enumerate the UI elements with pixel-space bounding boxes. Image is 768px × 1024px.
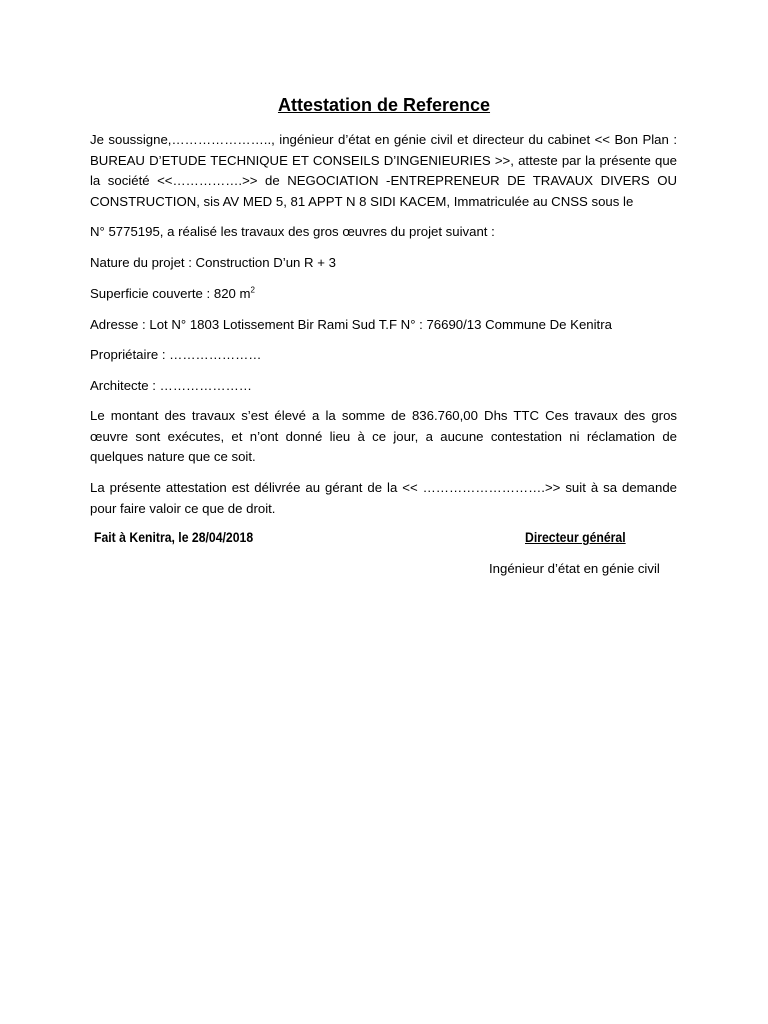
owner-line: Propriétaire : …………………: [90, 347, 262, 362]
covered-area: [90, 284, 677, 305]
intro-paragraph: Je soussigne,………………….., ingénieur d’état en génie civil et directeur du cabinet << Bon Plan : BUREAU D’ETUDE TECHNIQUE ET CONSEILS D’INGENIEURIES >>, atteste par la présente que la société <<…………….>> de NEGOCIATION -ENTREPRENEUR DE TRAVAUX DIVERS OU CONSTRUCTION, sis AV MED 5, 81 APPT N 8 SIDI KACEM, Immatriculée au CNSS sous le: [90, 132, 677, 209]
project-nature: Nature du projet : Construction D’un R + 3: [90, 255, 336, 270]
amount-paragraph: Le montant des travaux s’est élevé a la somme de 836.760,00 Dhs TTC Ces travaux des gros œuvre sont exécutes, et n’ont donné lieu à ce jour, a aucune contestation ni réclamation de quelques nature que ce soit.: [90, 408, 677, 465]
document-title: Attestation de Reference: [277, 95, 491, 115]
project-address: Adresse : Lot N° 1803 Lotissement Bir Rami Sud T.F N° : 76690/13 Commune De Kenitra: [90, 317, 612, 332]
delivery-paragraph: La présente attestation est délivrée au gérant de la << ……………………….>> suit à sa demande pour faire valoir ce que de droit.: [90, 480, 677, 516]
signatory-qualification: Ingénieur d’état en génie civil: [489, 561, 660, 576]
architect-line: Architecte : …………………: [90, 378, 252, 393]
area-exponent: 2: [250, 285, 255, 295]
covered-area-text: Superficie couverte : 820 m: [90, 286, 251, 301]
signatory-role: Directeur général: [525, 530, 626, 545]
cnss-paragraph: N° 5775195, a réalisé les travaux des gros œuvres du projet suivant :: [90, 224, 495, 239]
place-and-date: Fait à Kenitra, le 28/04/2018: [94, 530, 254, 545]
